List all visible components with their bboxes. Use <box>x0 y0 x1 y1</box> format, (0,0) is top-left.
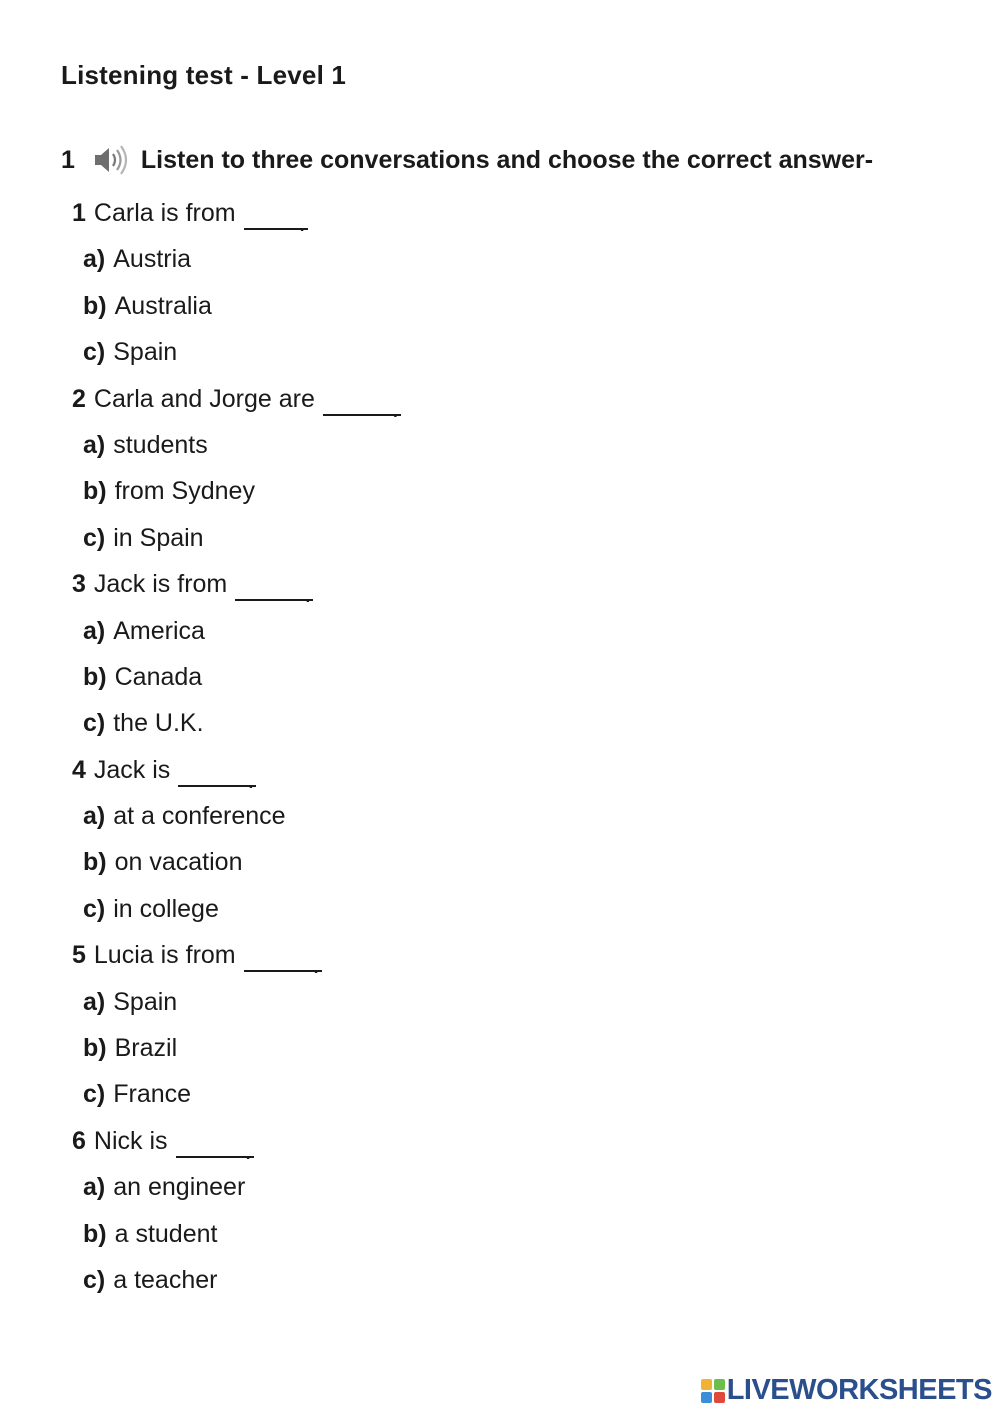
answer-option[interactable] <box>72 981 401 1027</box>
brand-name: LIVEWORKSHEETS <box>726 1374 992 1406</box>
answer-option[interactable] <box>72 1166 401 1212</box>
question-2 <box>72 378 401 424</box>
blank-period: . <box>304 580 312 609</box>
question-text: Jack is from <box>93 570 228 599</box>
option-text: Spain <box>113 987 178 1016</box>
answer-blank[interactable] <box>323 384 401 423</box>
answer-option[interactable] <box>72 888 401 934</box>
option-text: in college <box>113 894 219 923</box>
option-label: a) <box>83 987 106 1016</box>
answer-option[interactable] <box>72 841 401 887</box>
answer-option[interactable] <box>72 702 401 748</box>
option-label: b) <box>83 848 107 877</box>
answer-blank[interactable] <box>235 569 313 609</box>
question-number: 2 <box>72 384 86 413</box>
option-label: c) <box>83 1265 106 1294</box>
answer-blank[interactable] <box>244 940 322 980</box>
answer-blank[interactable] <box>178 755 256 794</box>
question-text: Carla and Jorge are <box>93 384 315 413</box>
option-label: a) <box>83 802 106 831</box>
section-number: 1 <box>61 145 75 174</box>
question-number: 5 <box>72 941 86 970</box>
option-text: from Sydney <box>114 477 255 506</box>
option-text: a student <box>114 1219 218 1248</box>
blank-period: . <box>391 394 399 423</box>
speaker-icon[interactable] <box>89 143 129 177</box>
option-label: c) <box>83 523 106 552</box>
question-6 <box>72 1120 401 1166</box>
option-label: a) <box>83 245 106 274</box>
logo-square <box>714 1392 725 1403</box>
answer-option[interactable] <box>72 517 401 563</box>
logo-icon <box>701 1379 725 1403</box>
liveworksheets-logo <box>701 1374 992 1407</box>
option-text: Brazil <box>114 1034 178 1063</box>
question-text: Nick is <box>93 1126 168 1155</box>
option-label: a) <box>83 430 106 459</box>
logo-square <box>714 1379 725 1390</box>
section-heading <box>61 143 873 177</box>
question-4 <box>72 749 401 795</box>
answer-option[interactable] <box>72 795 401 841</box>
option-label: b) <box>83 662 107 691</box>
option-text: Australia <box>114 291 212 320</box>
logo-square <box>701 1392 712 1403</box>
logo-square <box>701 1379 712 1390</box>
option-text: at a conference <box>113 802 286 831</box>
blank-period: . <box>298 209 306 237</box>
option-text: the U.K. <box>113 709 204 738</box>
option-text: Canada <box>114 662 203 691</box>
answer-option[interactable] <box>72 1213 401 1259</box>
option-text: a teacher <box>113 1265 218 1294</box>
answer-blank[interactable] <box>244 198 308 237</box>
answer-option[interactable] <box>72 1027 401 1073</box>
page-title: Listening test - Level 1 <box>61 60 347 90</box>
option-label: c) <box>83 709 106 738</box>
option-text: France <box>113 1080 192 1109</box>
question-number: 3 <box>72 570 86 599</box>
blank-period: . <box>244 1136 252 1165</box>
answer-option[interactable] <box>72 285 401 331</box>
option-text: students <box>113 430 208 459</box>
option-text: an engineer <box>113 1173 246 1202</box>
question-text: Carla is from <box>93 199 236 227</box>
option-label: b) <box>83 477 107 506</box>
question-list <box>72 192 401 1305</box>
option-label: b) <box>83 1219 107 1248</box>
question-text: Jack is <box>93 755 171 784</box>
option-label: a) <box>83 616 106 645</box>
option-text: America <box>113 616 205 645</box>
question-3 <box>72 563 401 609</box>
blank-period: . <box>247 765 255 794</box>
option-label: b) <box>83 1034 107 1063</box>
section-instruction: Listen to three conversations and choose the correct answer- <box>140 145 874 174</box>
question-text: Lucia is from <box>93 941 236 970</box>
answer-option[interactable] <box>72 331 401 377</box>
answer-option[interactable] <box>72 238 401 284</box>
option-label: a) <box>83 1173 106 1202</box>
option-text: Spain <box>113 338 178 367</box>
question-5 <box>72 934 401 980</box>
option-label: c) <box>83 1080 106 1109</box>
question-number: 1 <box>72 199 86 227</box>
option-label: c) <box>83 338 106 367</box>
question-1 <box>72 192 401 238</box>
option-text: on vacation <box>114 848 243 877</box>
option-label: b) <box>83 291 107 320</box>
answer-option[interactable] <box>72 470 401 516</box>
blank-period: . <box>312 951 320 980</box>
answer-option[interactable] <box>72 610 401 656</box>
option-text: Austria <box>113 245 192 274</box>
answer-option[interactable] <box>72 1073 401 1119</box>
question-number: 4 <box>72 755 86 784</box>
answer-blank[interactable] <box>176 1126 254 1165</box>
answer-option[interactable] <box>72 424 401 470</box>
answer-option[interactable] <box>72 1259 401 1305</box>
option-text: in Spain <box>113 523 204 552</box>
question-number: 6 <box>72 1126 86 1155</box>
answer-option[interactable] <box>72 656 401 702</box>
option-label: c) <box>83 894 106 923</box>
